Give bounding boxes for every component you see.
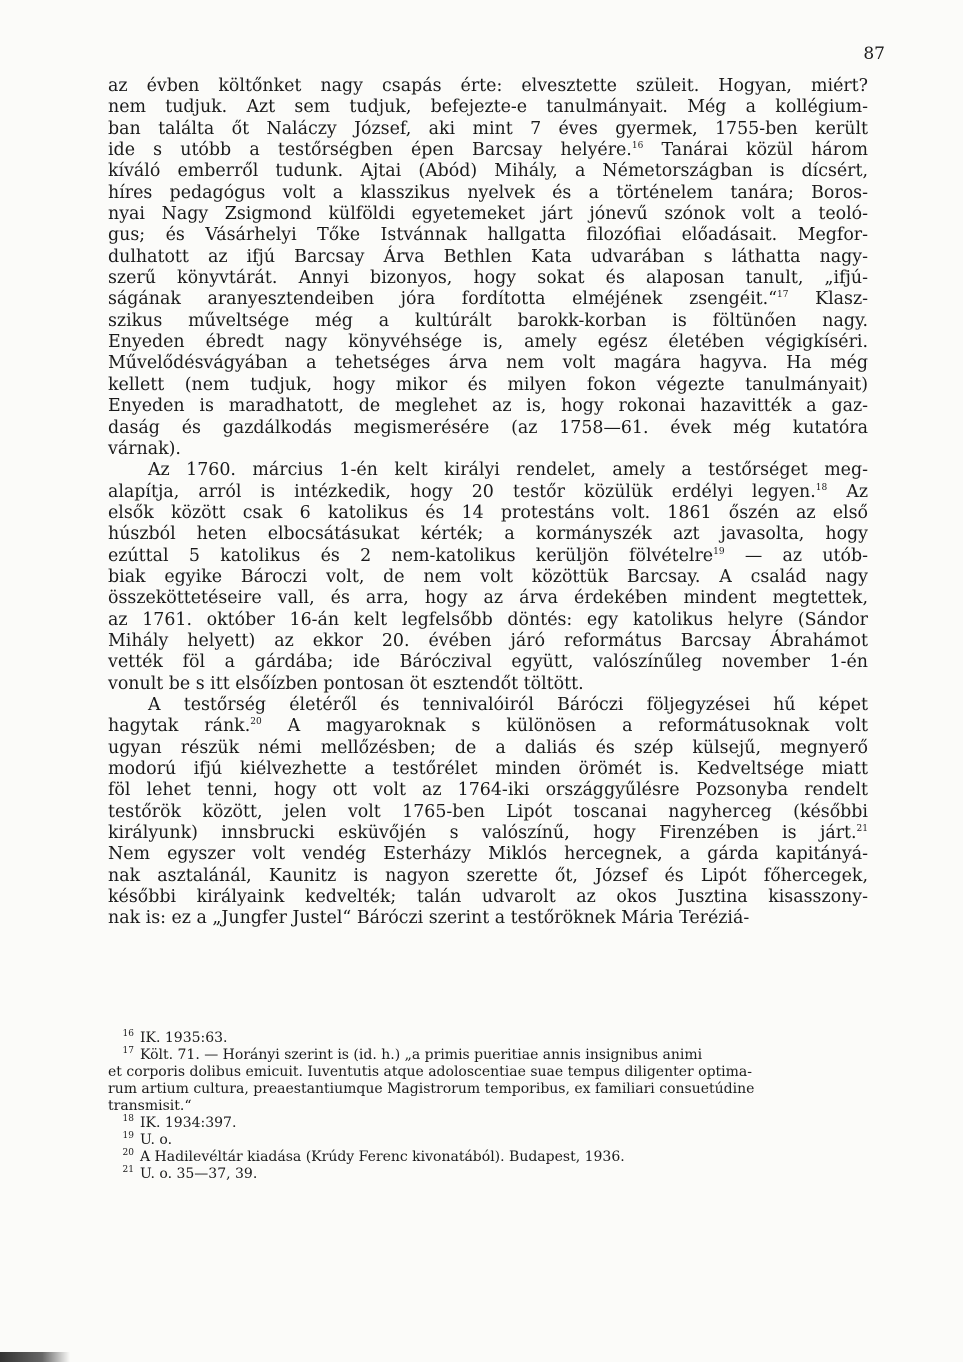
- text-line: szerű könyvtárát. Annyi bizonyos, hogy sokat és alaposan tanult, „ifjú-: [108, 268, 868, 289]
- text-line: ban találta őt Naláczy József, aki mint 7 éves gyermek, 1755-ben került: [108, 118, 868, 139]
- footnote-line: rum artium cultura, preaestantiumque Magistrorum temporibus, ex familiari consuetúdine: [108, 1081, 755, 1097]
- text-line: nem tudjuk. Azt sem tudjuk, befejezte-e tanulmányait. Még a kollégium-: [108, 97, 868, 118]
- body-text: [108, 76, 868, 930]
- text-line: testőrök között, jelen volt 1765-ben Lipót toscanai nagyherceg (későbbi: [108, 801, 868, 822]
- text-line: ide s utóbb a testőrségben épen Barcsay helyére.$^{16}$ Tanárai közül három: [108, 140, 868, 161]
- footnote-line: 16 IK. 1935:63.: [122, 1029, 228, 1046]
- text-line: az évben költőnket nagy csapás érte: elvesztette szüleit. Hogyan, miért?: [108, 76, 868, 96]
- footnote-ref: 17: [777, 290, 789, 301]
- paragraph: [108, 76, 868, 460]
- text-line: vonult be s itt elsőízben pontosan öt esztendőt töltött.: [108, 673, 584, 694]
- footnote-line: 20 A Hadilevéltár kiadása (Krúdy Ferenc kivonatából). Budapest, 1936.: [122, 1148, 625, 1165]
- footnote-line: et corporis dolibus emicuit. Iuventutis atque adoloscentiae suae tempus diligenter optima-: [108, 1064, 752, 1080]
- text-line: vették föl a gárdába; ide Báróczival együtt, valószínűleg november 1-én: [108, 652, 868, 673]
- text-line: híres pedagógus volt a klasszikus nyelvek és a történelem tanára; Boros-: [108, 182, 868, 203]
- text-line: föl lehet tenni, hogy ott volt az 1764-iki országgyűlésre Pozsonyba rendelt: [108, 780, 868, 801]
- text-line: Nem egyszer volt vendég Esterházy Miklós hercegnek, a gárda kapitányá-: [108, 844, 868, 865]
- text-line: Az 1760. március 1-én kelt királyi rendelet, amely a testőrséget meg-: [148, 460, 868, 481]
- footnote: [108, 1132, 868, 1149]
- text-line: várnak).: [108, 438, 181, 459]
- text-line: húszból heten elbocsátásukat kérték; a kormányszék azt javasolta, hogy: [108, 524, 868, 545]
- text-line: az 1761. október 16-án kelt legfelsőbb döntés: egy katolikus helyre (Sándor: [108, 609, 868, 630]
- text-line: későbbi királyaink kedvelték; talán udvarolt az okos Jusztina kisasszony-: [108, 887, 868, 908]
- text-line: kíváló emberről tudunk. Ajtai (Abód) Mihály, a Németországban is dícsért,: [108, 161, 868, 182]
- footnote: [108, 1166, 868, 1183]
- footnote: [108, 1047, 868, 1115]
- text-line: Mihály helyett) az ekkor 20. évében járó református Barcsay Ábrahámot: [108, 630, 868, 651]
- text-line: ezúttal 5 katolikus és 2 nem-katolikus kerüljön fölvételre$^{19}$ — az utób-: [108, 545, 868, 566]
- text-line: dulhatott az ifjú Barcsay Árva Bethlen Kata udvarában s láthatta nagy-: [108, 246, 868, 267]
- footnote: [108, 1030, 868, 1047]
- paragraph: [108, 695, 868, 930]
- text-line: Enyeden is maradhatott, de meglehet az is, hogy rokonai hazavitték a gaz-: [108, 396, 868, 417]
- text-line: ugyan részük némi mellőzésben; de a daliás és szép külsejű, megnyerő: [108, 737, 868, 758]
- text-line: elsők között csak 6 katolikus és 14 protestáns volt. 1861 őszén az első: [108, 502, 868, 523]
- footnote-ref: 16: [631, 141, 644, 152]
- text-line: nak asztalánál, Kaunitz is nagyon szerette őt, József és Lipót főhercegek,: [108, 865, 868, 886]
- text-line: gus; és Vásárhelyi Tőke Istvánnak hallgatta filozófiai előadásait. Megfor-: [108, 225, 868, 246]
- text-line: alapítja, arról is intézkedik, hogy 20 testőr közülük erdélyi legyen.$^{18}$ Az: [108, 481, 868, 502]
- footnote-ref: 18: [815, 482, 828, 493]
- footnote: [108, 1149, 868, 1166]
- text-line: modorú ifjú kiélvezhette a testőrélet minden örömét is. Kedveltsége miatt: [108, 759, 868, 779]
- text-line: hagytak ránk.$^{20}$ A magyaroknak s különösen a reformátusoknak volt: [108, 716, 868, 737]
- text-line: királyunk) innsbrucki esküvőjén s valószínű, hogy Firenzében is járt.$^{21}$: [108, 823, 868, 844]
- text-line: Enyeden ébredt nagy könyvéhsége is, amely egész életében végigkíséri.: [108, 332, 868, 353]
- footnote-ref: 20: [250, 717, 262, 728]
- text-line: szikus műveltsége még a kultúrált barokk-korban is föltünően nagy.: [108, 310, 868, 331]
- page-number: 87: [863, 44, 885, 64]
- footnote-line: 19 U. o.: [122, 1131, 173, 1148]
- text-line: ságának aranyesztendeiben jóra fordította elméjének zsengéit.“$^{17}$ Klasz-: [108, 289, 868, 310]
- footnote-ref: 21: [856, 824, 868, 835]
- text-line: biak egyike Bároczi volt, de nem volt közöttük Barcsay. A család nagy: [108, 566, 868, 587]
- text-line: nak is: ez a „Jungfer Justel“ Báróczi szerint a testőröknek Mária Teréziá-: [108, 908, 750, 929]
- footnotes: [108, 1030, 868, 1183]
- text-line: Művelődésvágyában a tehetséges árva nem volt magára hagyva. Ha még: [108, 353, 868, 374]
- text-line: daság és gazdálkodás megismerésére (az 1758—61. évek még kutatóra: [108, 417, 868, 438]
- paragraph: [108, 460, 868, 695]
- text-line: összeköttetéseire vall, és arra, hogy az árva érdekében mindent megtettek,: [108, 588, 868, 609]
- footnote-line: transmisit.“: [108, 1098, 192, 1114]
- text-line: A testőrség életéről és tennivalóiról Báróczi följegyzései hű képet: [148, 694, 868, 715]
- footnote-line: 17 Költ. 71. — Horányi szerint is (id. h.) „a primis pueritiae annis insignibus animi: [122, 1046, 703, 1063]
- text-line: kellett (nem tudjuk, hogy mikor és milyen fokon végezte tanulmányait): [108, 374, 868, 395]
- footnote: [108, 1115, 868, 1132]
- footnote-line: 18 IK. 1934:397.: [122, 1114, 237, 1131]
- footnote-ref: 19: [713, 546, 725, 557]
- footnote-line: 21 U. o. 35—37, 39.: [122, 1165, 258, 1182]
- scan-edge: [0, 1352, 70, 1362]
- text-line: nyai Nagy Zsigmond külföldi egyetemeket járt jónevű szónok volt a teoló-: [108, 204, 868, 225]
